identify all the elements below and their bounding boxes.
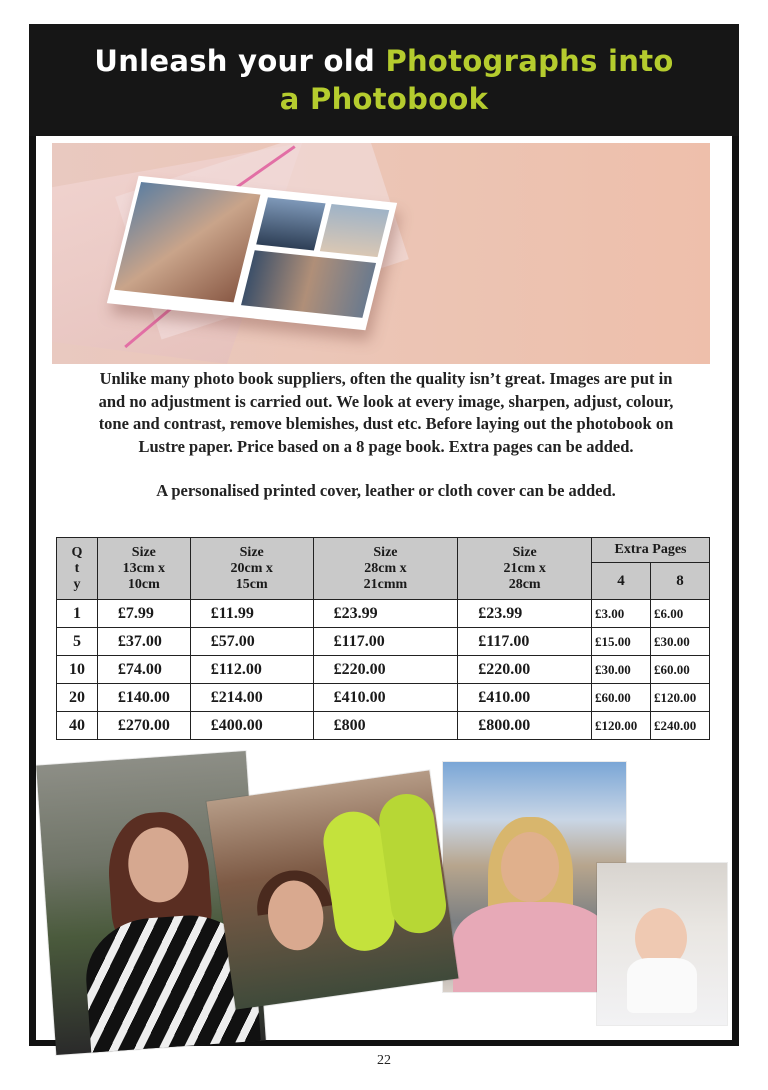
price-cell: £800.00 bbox=[458, 712, 592, 740]
girl-with-green-slippers-photo bbox=[206, 770, 458, 1009]
book-page-photo bbox=[256, 197, 325, 250]
title-text: Unleash your old bbox=[94, 44, 386, 78]
price-cell: £410.00 bbox=[313, 684, 458, 712]
size-header: Size 28cm x 21cmm bbox=[313, 538, 458, 600]
intro-line: Unlike many photo book suppliers, often the quality isn’t great. Images are put in bbox=[99, 369, 673, 388]
price-cell: £800 bbox=[313, 712, 458, 740]
title-highlight-2: a Photobook bbox=[279, 82, 489, 116]
qty-cell: 10 bbox=[57, 656, 98, 684]
extra-price-cell: £120.00 bbox=[650, 684, 709, 712]
table-row bbox=[57, 628, 710, 656]
table-row bbox=[57, 656, 710, 684]
price-cell: £37.00 bbox=[97, 628, 190, 656]
intro-line: Lustre paper. Price based on a 8 page book. Extra pages can be added. bbox=[138, 436, 634, 456]
extra-price-cell: £3.00 bbox=[592, 600, 651, 628]
extra-price-cell: £240.00 bbox=[650, 712, 709, 740]
extra-8-header: 8 bbox=[650, 563, 709, 600]
price-cell: £23.99 bbox=[458, 600, 592, 628]
intro-line: tone and contrast, remove blemishes, dust etc. Before laying out the photobook on bbox=[98, 414, 674, 433]
extra-price-cell: £30.00 bbox=[592, 656, 651, 684]
qty-cell: 20 bbox=[57, 684, 98, 712]
price-cell: £270.00 bbox=[97, 712, 190, 740]
price-cell: £220.00 bbox=[458, 656, 592, 684]
size-header: Size 13cm x 10cm bbox=[97, 538, 190, 600]
price-cell: £23.99 bbox=[313, 600, 458, 628]
book-page-photo bbox=[241, 250, 376, 318]
intro-line: and no adjustment is carried out. We look at every image, sharpen, adjust, colour, bbox=[98, 391, 674, 411]
price-cell: £220.00 bbox=[313, 656, 458, 684]
size-header: Size 21cm x 28cm bbox=[458, 538, 592, 600]
cover-options-text: A personalised printed cover, leather or cloth cover can be added. bbox=[156, 481, 616, 500]
table-row bbox=[57, 600, 710, 628]
extra-price-cell: £60.00 bbox=[650, 656, 709, 684]
extra-price-cell: £60.00 bbox=[592, 684, 651, 712]
price-cell: £117.00 bbox=[458, 628, 592, 656]
qty-header: Q t y bbox=[57, 538, 98, 600]
page-title bbox=[29, 42, 739, 118]
baby-on-bed-photo bbox=[597, 863, 727, 1025]
intro-text bbox=[56, 368, 716, 503]
price-cell: £74.00 bbox=[97, 656, 190, 684]
extra-4-header: 4 bbox=[592, 563, 651, 600]
price-cell: £400.00 bbox=[190, 712, 313, 740]
extra-price-cell: £30.00 bbox=[650, 628, 709, 656]
extra-price-cell: £15.00 bbox=[592, 628, 651, 656]
extra-pages-header: Extra Pages bbox=[592, 538, 710, 563]
table-row bbox=[57, 684, 710, 712]
title-highlight-1: Photographs into bbox=[385, 44, 674, 78]
price-cell: £112.00 bbox=[190, 656, 313, 684]
price-cell: £57.00 bbox=[190, 628, 313, 656]
page-number: 22 bbox=[377, 1053, 391, 1068]
open-photobook bbox=[107, 176, 397, 331]
header-banner bbox=[29, 24, 739, 136]
price-cell: £140.00 bbox=[97, 684, 190, 712]
price-cell: £11.99 bbox=[190, 600, 313, 628]
book-page-photo bbox=[320, 204, 389, 257]
hero-photobook-image bbox=[52, 143, 710, 364]
qty-cell: 1 bbox=[57, 600, 98, 628]
size-header: Size 20cm x 15cm bbox=[190, 538, 313, 600]
qty-cell: 40 bbox=[57, 712, 98, 740]
book-page-photo bbox=[114, 182, 260, 302]
price-cell: £410.00 bbox=[458, 684, 592, 712]
price-cell: £7.99 bbox=[97, 600, 190, 628]
table-row bbox=[57, 712, 710, 740]
price-cell: £117.00 bbox=[313, 628, 458, 656]
extra-price-cell: £120.00 bbox=[592, 712, 651, 740]
price-cell: £214.00 bbox=[190, 684, 313, 712]
extra-price-cell: £6.00 bbox=[650, 600, 709, 628]
price-table bbox=[56, 537, 710, 740]
qty-cell: 5 bbox=[57, 628, 98, 656]
